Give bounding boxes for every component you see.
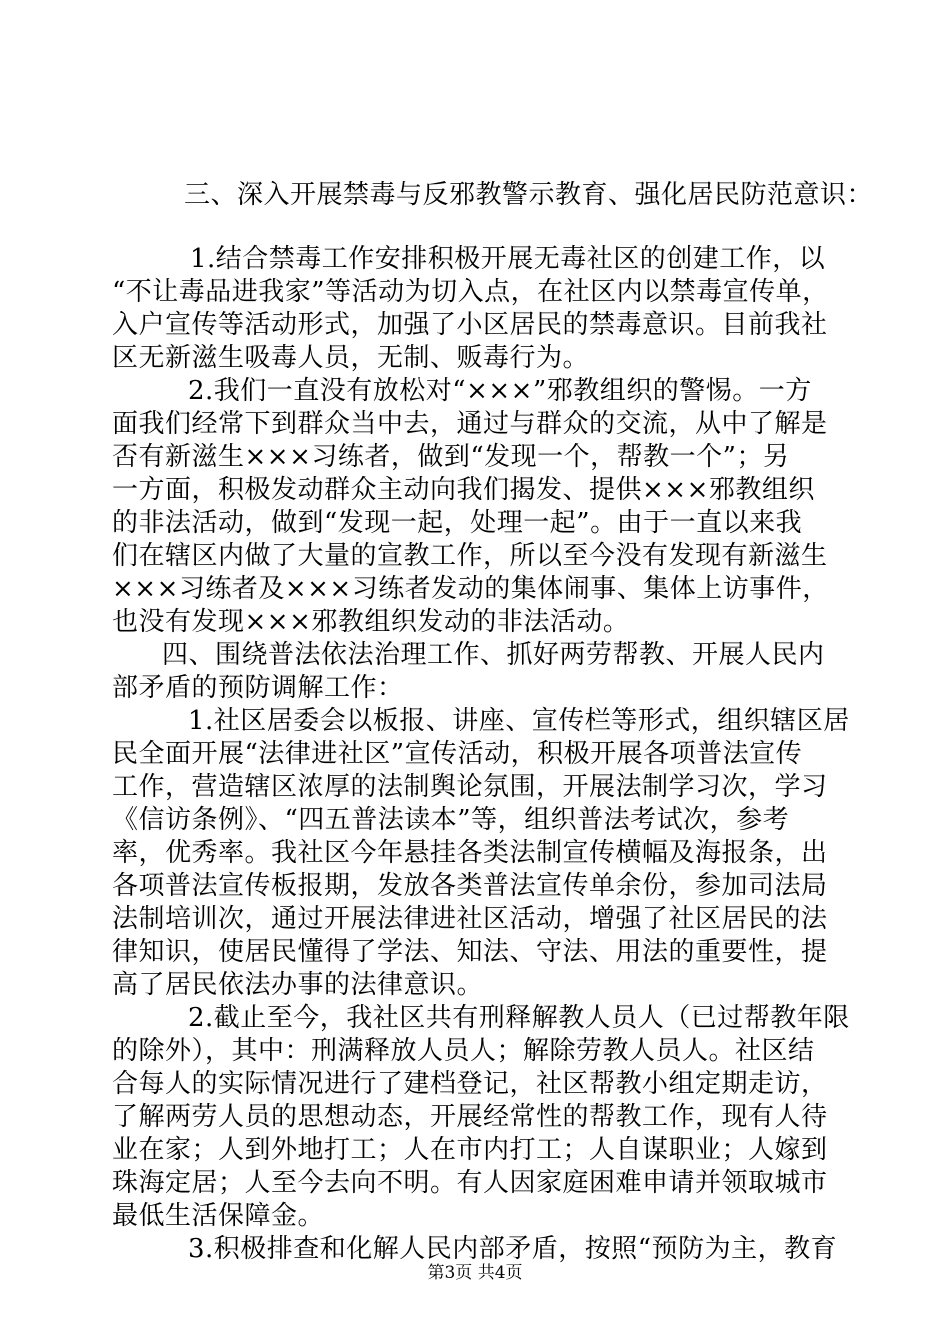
paragraph-line: 合每人的实际情况进行了建档登记，社区帮教小组定期走访， bbox=[112, 1069, 828, 1099]
section-heading-3: 三、深入开展禁毒与反邪教警示教育、强化居民防范意识： bbox=[184, 180, 874, 210]
paragraph-line: 珠海定居；人至今去向不明。有人因家庭困难申请并领取城市 bbox=[112, 1168, 828, 1198]
paragraph-line: 2.我们一直没有放松对“×××”邪教组织的警惕。一方 bbox=[188, 376, 812, 406]
paragraph-line: 的除外），其中：刑满释放人员人；解除劳教人员人。社区结 bbox=[112, 1036, 815, 1066]
paragraph-line: 业在家；人到外地打工；人在市内打工；人自谋职业；人嫁到 bbox=[112, 1135, 828, 1165]
paragraph-line: “不让毒品进我家”等活动为切入点，在社区内以禁毒宣传单， bbox=[112, 277, 829, 307]
paragraph-line: 也没有发现×××邪教组织发动的非法活动。 bbox=[112, 607, 630, 637]
section-heading-4: 四、围绕普法依法治理工作、抓好两劳帮教、开展人民内 bbox=[162, 640, 825, 670]
paragraph-line: 的非法活动，做到“发现一起，处理一起”。由于一直以来我 bbox=[112, 508, 803, 538]
paragraph-line: 最低生活保障金。 bbox=[112, 1201, 325, 1231]
paragraph-line: 3.积极排查和化解人民内部矛盾，按照“预防为主，教育 bbox=[188, 1234, 838, 1264]
paragraph-line: 1.结合禁毒工作安排积极开展无毒社区的创建工作，以 bbox=[190, 244, 826, 274]
paragraph-line: 们在辖区内做了大量的宣教工作，所以至今没有发现有新滋生 bbox=[112, 541, 828, 571]
paragraph-line: ×××习练者及×××习练者发动的集体闹事、集体上访事件， bbox=[112, 574, 829, 604]
paragraph-line: 1.社区居委会以板报、讲座、宣传栏等形式，组织辖区居 bbox=[188, 706, 850, 736]
paragraph-line: 否有新滋生×××习练者，做到“发现一个，帮教一个”；另 bbox=[112, 442, 790, 472]
page-footer: 第3页 共4页 bbox=[427, 1263, 523, 1283]
paragraph-line: 工作，营造辖区浓厚的法制舆论氛围，开展法制学习次，学习 bbox=[112, 772, 828, 802]
paragraph-line: 《信访条例》、“四五普法读本”等，组织普法考试次，参考 bbox=[112, 805, 790, 835]
paragraph-line: 区无新滋生吸毒人员，无制、贩毒行为。 bbox=[112, 343, 590, 373]
paragraph-line: 率，优秀率。我社区今年悬挂各类法制宣传横幅及海报条，出 bbox=[112, 838, 828, 868]
paragraph-line: 2.截止至今，我社区共有刑释解教人员人（已过帮教年限 bbox=[188, 1003, 850, 1033]
paragraph-line: 法制培训次，通过开展法律进社区活动，增强了社区居民的法 bbox=[112, 904, 828, 934]
paragraph-line: 高了居民依法办事的法律意识。 bbox=[112, 970, 484, 1000]
paragraph-line: 入户宣传等活动形式，加强了小区居民的禁毒意识。目前我社 bbox=[112, 310, 828, 340]
paragraph-line: 律知识，使居民懂得了学法、知法、守法、用法的重要性，提 bbox=[112, 937, 828, 967]
paragraph-line: 面我们经常下到群众当中去，通过与群众的交流，从中了解是 bbox=[112, 409, 828, 439]
paragraph-line: 部矛盾的预防调解工作： bbox=[112, 673, 404, 703]
paragraph-line: 一方面，积极发动群众主动向我们揭发、提供×××邪教组织 bbox=[112, 475, 815, 505]
paragraph-line: 民全面开展“法律进社区”宣传活动，积极开展各项普法宣传 bbox=[112, 739, 803, 769]
paragraph-line: 各项普法宣传板报期，发放各类普法宣传单余份，参加司法局 bbox=[112, 871, 828, 901]
paragraph-line: 了解两劳人员的思想动态，开展经常性的帮教工作，现有人待 bbox=[112, 1102, 828, 1132]
